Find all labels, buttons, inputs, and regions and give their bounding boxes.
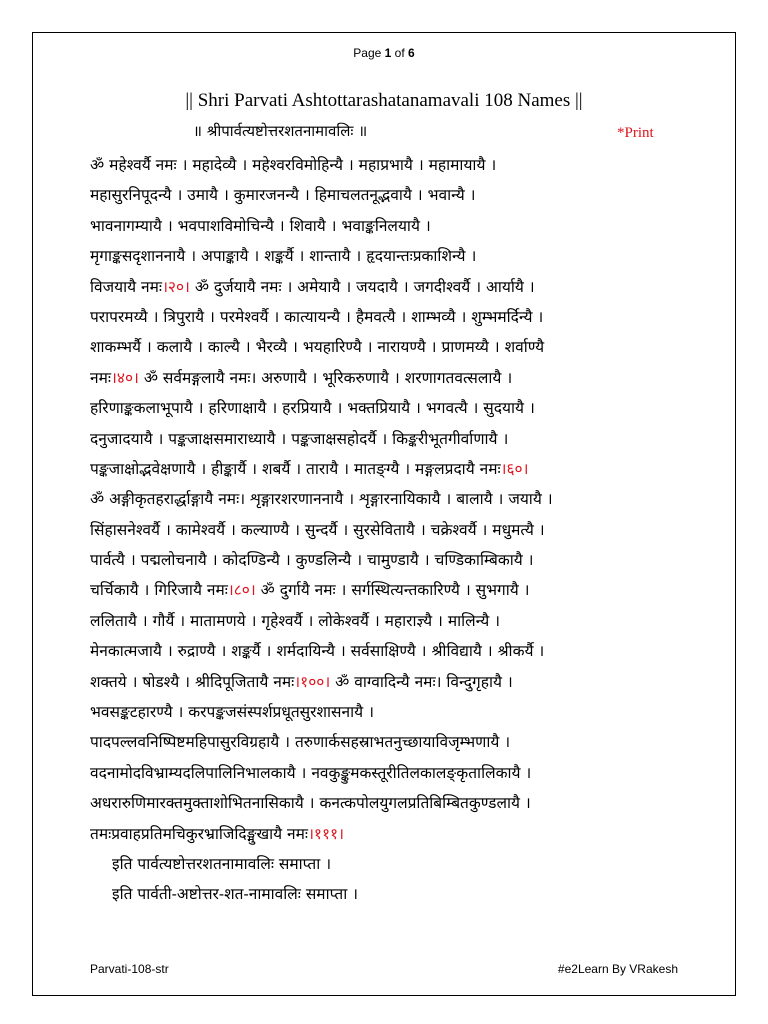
verse-line	[90, 241, 690, 271]
verse-text: महासुरनिपूदन्यै । उमायै । कुमारजनन्यै । हिमाचलतनूद्भवायै । भवान्यै ।	[90, 186, 476, 205]
verse-count-marker: ।६०।	[500, 459, 529, 478]
verse-text: ललितायै । गौर्यै । मातामणये । गृहेश्वर्यै । लोकेश्वर्यै । महाराज्ञ्यै । मालिन्यै ।	[90, 611, 501, 630]
verse-text: ॐ महेश्वर्यै नमः । महादेव्यै । महेश्वरविमोहिन्यै । महाप्रभायै । महामायायै ।	[90, 156, 497, 174]
verse-text: परापरमय्यै । त्रिपुरायै । परमेश्वर्यै । कात्यायन्यै । हैमवत्यै । शाम्भव्यै । शुम्भमर्दिन्यै ।	[90, 307, 544, 326]
page-current: 1	[384, 46, 392, 60]
verse-line	[90, 879, 690, 909]
verse-text: ॐ अङ्गीकृतहरार्द्धाङ्गायै नमः। शृङ्गारशरणाननायै । शृङ्गारनायिकायै । बालायै । जयायै ।	[90, 490, 553, 509]
verse-line	[90, 272, 690, 302]
verse-text: ॐ दुर्जयायै नमः । अमेयायै । जयदायै । जगदीश्वर्यै । आर्यायै ।	[189, 277, 535, 296]
verse-text: सिंहासनेश्वर्यै । कामेश्वर्यै । कल्याण्यै । सुन्दर्यै । सुरसेवितायै । चक्रेश्वर्यै । मधुमत्यै ।	[90, 520, 545, 539]
page-total: 6	[408, 46, 415, 60]
verse-line	[90, 667, 690, 697]
verse-text: ॐ वाग्वादिन्यै नमः। विन्दुगृहायै ।	[330, 672, 513, 691]
verse-count-marker: ।१११।	[308, 824, 344, 843]
verse-text: इति पार्वती-अष्टोत्तर-शत-नामावलिः समाप्ता ।	[112, 885, 359, 904]
verse-count-marker: ।८०।	[227, 581, 256, 600]
verse-text: विजयायै नमः	[90, 277, 163, 296]
verse-line	[90, 424, 690, 454]
verse-line	[90, 363, 690, 393]
verse-line	[90, 849, 690, 879]
verse-text: शक्तये । षोडश्यै । श्रीदिपूजितायै नमः	[90, 672, 295, 691]
verse-text: पार्वत्यै । पद्मलोचनायै । कोदण्डिन्यै । कुण्डलिन्यै । चामुण्डायै । चण्डिकाम्बिकायै ।	[90, 551, 534, 570]
print-label: *Print	[617, 125, 654, 141]
verse-line	[90, 515, 690, 545]
verse-text: भवसङ्कटहारण्यै । करपङ्कजसंस्पर्शप्रधूतसुरशासनायै ।	[90, 703, 374, 722]
verse-text: चर्चिकायै । गिरिजायै नमः	[90, 581, 228, 600]
verse-text: वदनामोदविभ्राम्यदलिपालिनिभालकायै । नवकुङ्कुमकस्तूरीतिलकालङ्कृतालिकायै ।	[90, 763, 532, 782]
verse-line	[90, 758, 690, 788]
verse-line	[90, 332, 690, 362]
verse-count-marker: ।२०।	[162, 277, 190, 296]
page-prefix: Page	[353, 46, 385, 60]
verse-text: पङ्कजाक्षोद्भवेक्षणायै । हीङ्कार्यै । शबर्यै । तारायै । मातङ्ग्यै । मङ्गलप्रदायै नमः	[90, 459, 501, 478]
verse-text: तमःप्रवाहप्रतिमचिकुरभ्राजिदिङ्मुखायै नमः	[90, 824, 309, 843]
verse-line	[90, 180, 690, 210]
verse-text: इति पार्वत्यष्टोत्तरशतनामावलिः समाप्ता ।	[112, 854, 332, 873]
document-subtitle: ॥ श्रीपार्वत्यष्टोत्तरशतनामावलिः ॥	[193, 122, 368, 140]
verse-text: ॐ दुर्गायै नमः । सर्गस्थित्यन्तकारिण्यै । सुभगायै ।	[255, 581, 530, 600]
verse-lines	[90, 150, 690, 910]
verse-text: अधरारुणिमारक्तमुक्ताशोभितनासिकायै । कनत्कपोलयुगलप्रतिबिम्बितकुण्डलायै ।	[90, 794, 531, 813]
page-number	[0, 46, 768, 60]
verse-count-marker: ।१००।	[294, 672, 331, 691]
verse-line	[90, 545, 690, 575]
verse-line	[90, 819, 690, 849]
verse-text: भावनागम्यायै । भवपाशविमोचिन्यै । शिवायै । भवाङ्कनिलयायै ।	[90, 216, 431, 235]
verse-line	[90, 484, 690, 514]
verse-text: शाकम्भर्यै । कलायै । काल्यै । भैरव्यै । भयहारिण्यै । नारायण्यै । प्राणमय्यै । शर्वाण्यै	[90, 338, 545, 357]
document-title: || Shri Parvati Ashtottarashatanamavali 108 Names ||	[185, 90, 583, 111]
verse-line	[90, 636, 690, 666]
verse-line	[90, 606, 690, 636]
verse-text: हरिणाङ्ककलाभूपायै । हरिणाक्षायै । हरप्रियायै । भक्तप्रियायै । भगवत्यै । सुदयायै ।	[90, 399, 535, 418]
verse-line	[90, 211, 690, 241]
verse-text: नमः	[90, 368, 112, 387]
verse-line	[90, 150, 690, 180]
verse-text: मृगाङ्कसदृशाननायै । अपाङ्कायै । शङ्कर्यै । शान्तायै । हृदयान्तःप्रकाशिन्यै ।	[90, 247, 477, 266]
verse-line	[90, 697, 690, 727]
verse-line	[90, 454, 690, 484]
footer-right: #e2Learn By VRakesh	[557, 962, 678, 976]
verse-text: दनुजादयायै । पङ्कजाक्षसमाराध्यायै । पङ्कजाक्षसहोदर्यै । किङ्करीभूतगीर्वाणायै ।	[90, 429, 509, 448]
verse-text: पादपल्लवनिष्पिष्टमहिपासुरविग्रहायै । तरुणार्कसहस्राभतनुच्छायाविजृम्भणायै ।	[90, 733, 511, 752]
verse-text: ॐ सर्वमङ्गलायै नमः। अरुणायै । भूरिकरुणायै । शरणागतवत्सलायै ।	[138, 368, 513, 387]
verse-line	[90, 302, 690, 332]
verse-count-marker: ।४०।	[111, 368, 139, 387]
page-of: of	[391, 46, 409, 60]
footer-left: Parvati-108-str	[90, 962, 169, 976]
verse-text: मेनकात्मजायै । रुद्राण्यै । शङ्कर्यै । शर्मदायिन्यै । सर्वसाक्षिण्यै । श्रीविद्यायै । श्रीकर्यै ।	[90, 642, 545, 661]
verse-line	[90, 575, 690, 605]
verse-line	[90, 788, 690, 818]
verse-line	[90, 393, 690, 423]
verse-line	[90, 727, 690, 757]
